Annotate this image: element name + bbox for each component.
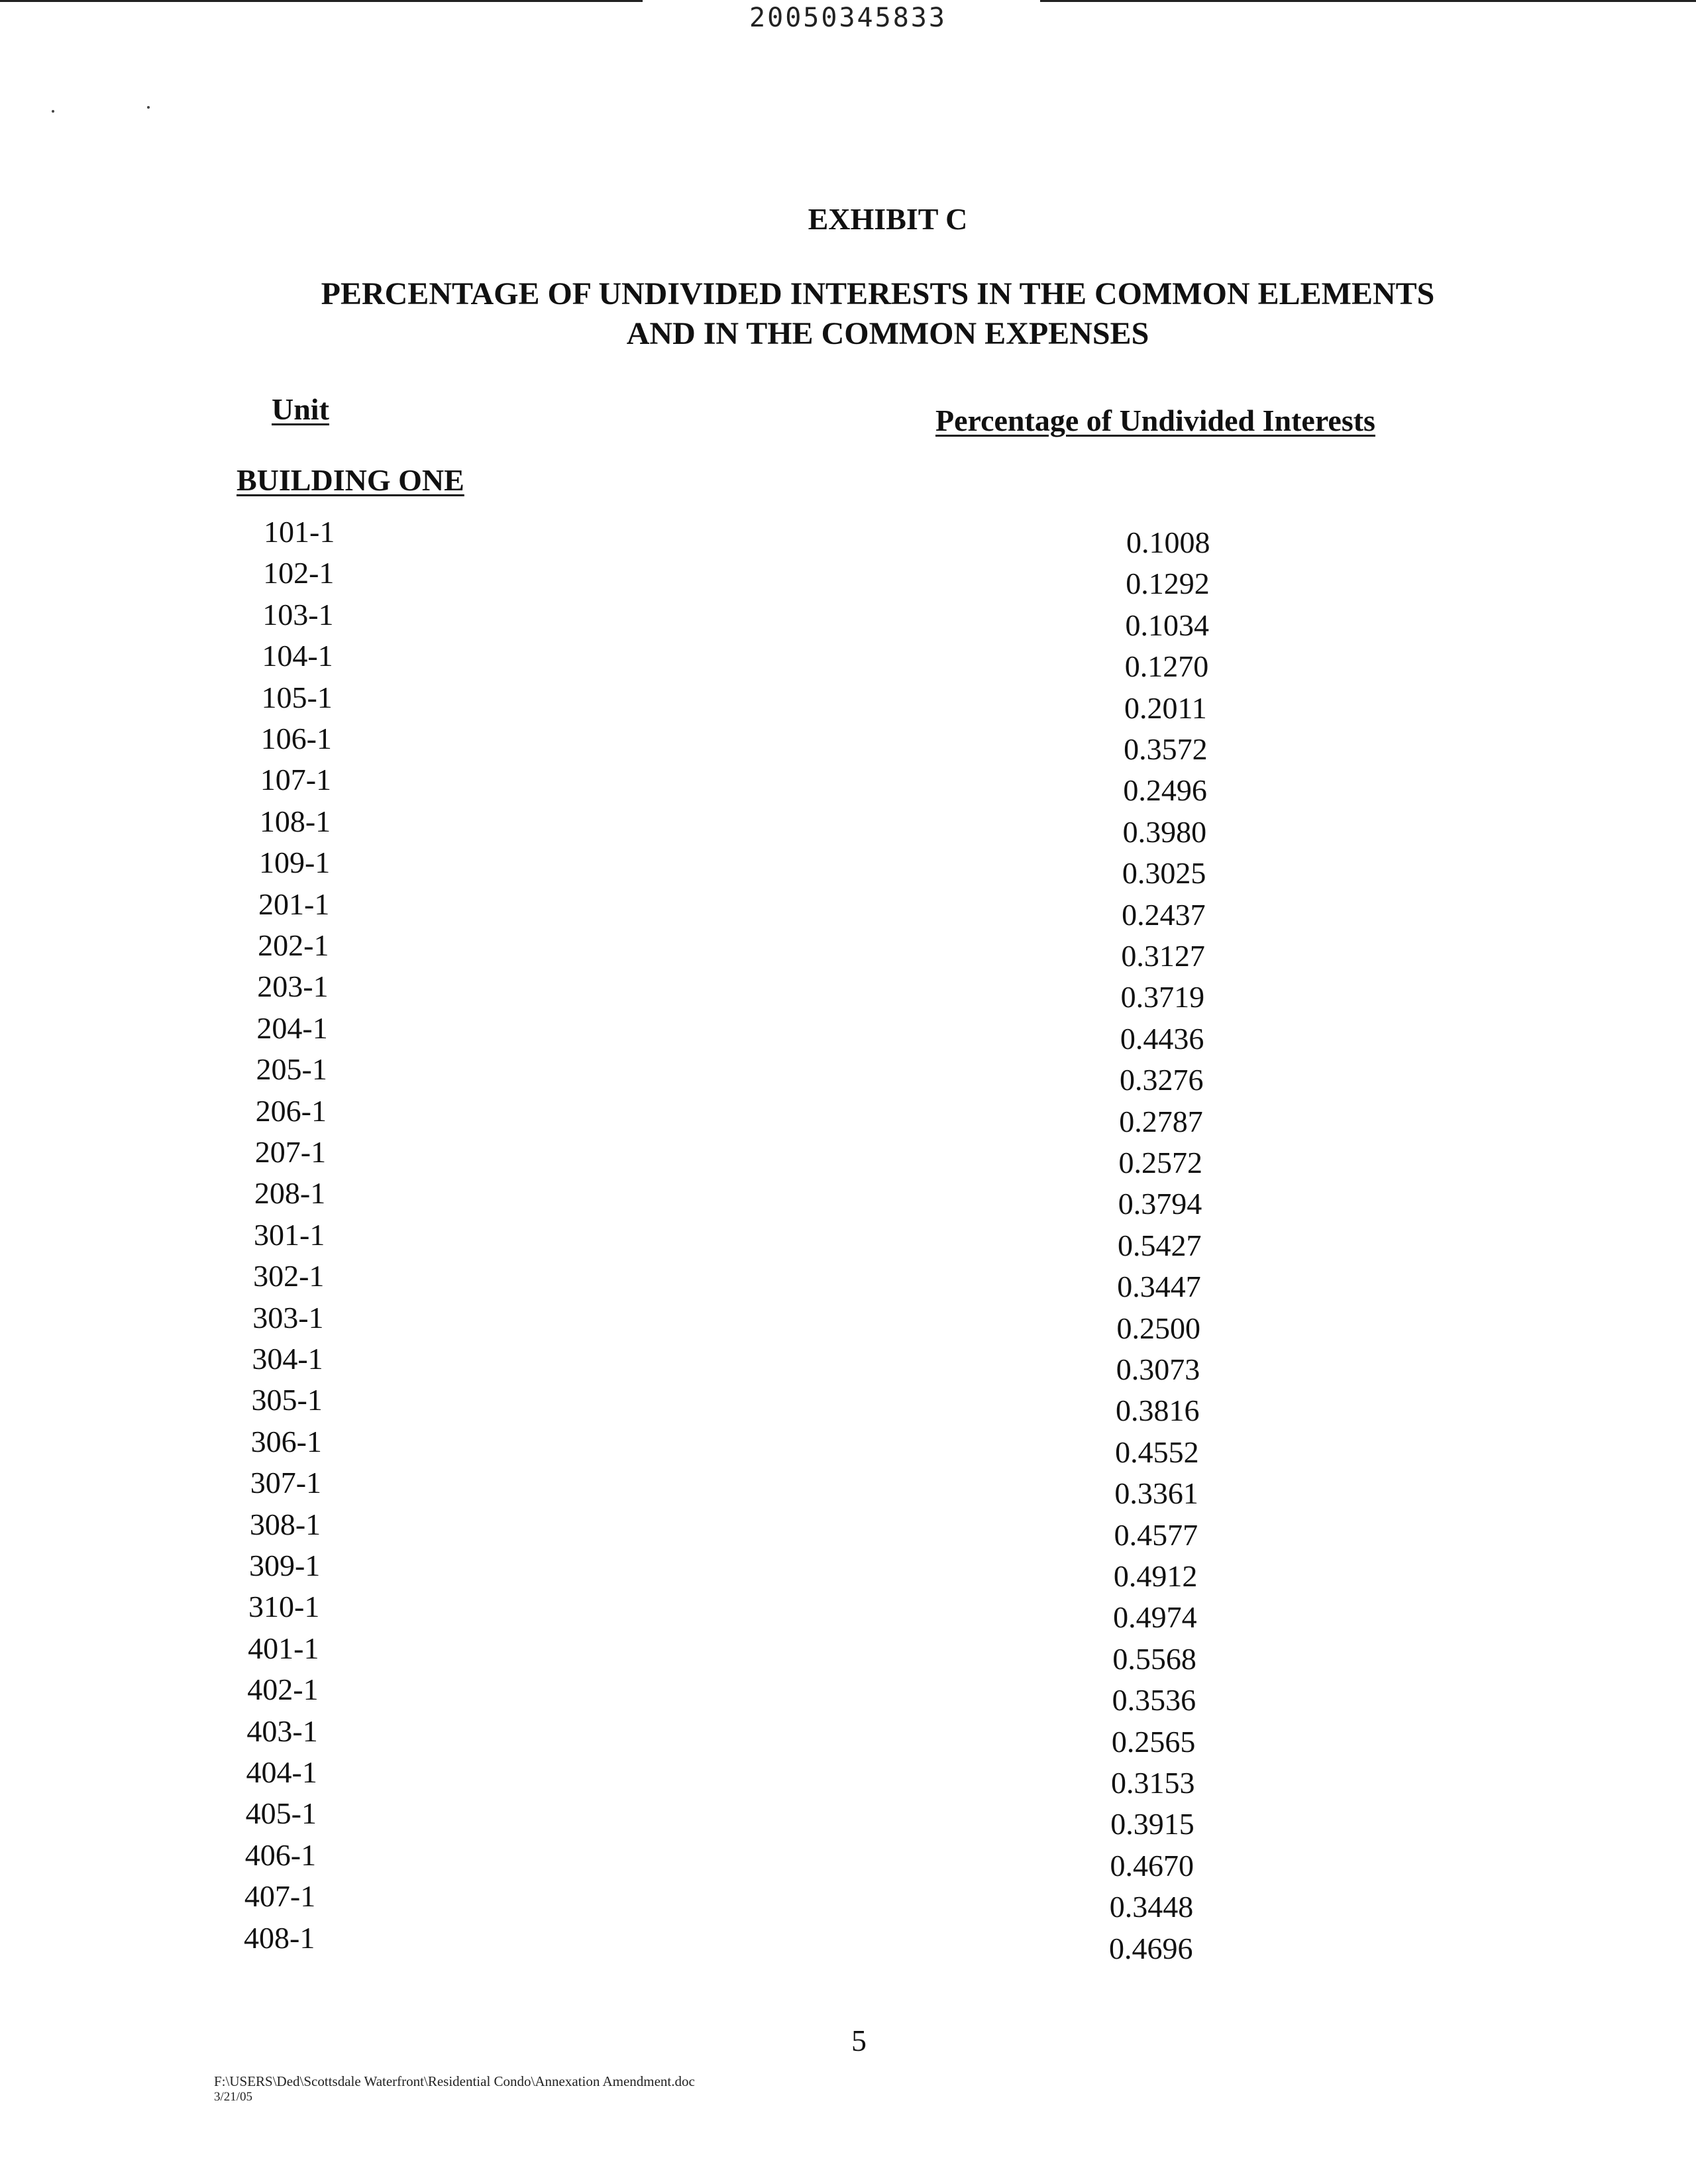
unit-cell: 201-1 (258, 887, 330, 921)
percentage-cell: 0.3719 (1120, 980, 1205, 1014)
unit-cell: 310-1 (248, 1590, 320, 1624)
percentage-cell: 0.4974 (1113, 1600, 1197, 1635)
percentage-cell: 0.2565 (1111, 1724, 1196, 1759)
unit-cell: 108-1 (259, 804, 331, 838)
unit-cell: 204-1 (256, 1010, 328, 1045)
unit-cell: 401-1 (248, 1631, 319, 1665)
percentage-cell: 0.3361 (1114, 1476, 1198, 1511)
percentage-cell: 0.1008 (1126, 525, 1210, 559)
unit-cell: 303-1 (252, 1300, 324, 1335)
percentage-cell: 0.3915 (1110, 1807, 1194, 1841)
percentage-cell: 0.3025 (1122, 856, 1206, 891)
footer-date: 3/21/05 (214, 2090, 253, 2104)
percentage-cell: 0.1292 (1126, 567, 1210, 601)
percentage-cell: 0.4552 (1115, 1435, 1199, 1469)
unit-cell: 205-1 (256, 1052, 327, 1087)
percentage-cell: 0.5568 (1112, 1641, 1196, 1676)
unit-cell: 403-1 (246, 1714, 318, 1748)
unit-cell: 206-1 (255, 1093, 327, 1128)
percentage-cell: 0.1270 (1124, 649, 1209, 684)
percentage-cell: 0.3447 (1117, 1270, 1201, 1304)
unit-cell: 207-1 (254, 1135, 327, 1169)
document-heading-line-2: AND IN THE COMMON EXPENSES (626, 316, 1149, 351)
percentage-cell: 0.3448 (1109, 1890, 1194, 1924)
unit-cell: 408-1 (244, 1920, 315, 1955)
percentage-cell: 0.3816 (1115, 1393, 1200, 1428)
unit-cell: 202-1 (258, 928, 329, 962)
percentage-cell: 0.2437 (1122, 897, 1206, 932)
unit-cell: 104-1 (262, 639, 333, 673)
unit-cell: 404-1 (246, 1755, 317, 1789)
percentage-cell: 0.2011 (1124, 690, 1207, 725)
percentage-cell: 0.2572 (1118, 1146, 1203, 1179)
percentage-cell: 0.1034 (1125, 608, 1209, 642)
percentage-cell: 0.3276 (1120, 1063, 1204, 1097)
percentage-cell: 0.3073 (1116, 1352, 1200, 1386)
unit-cell: 407-1 (244, 1879, 316, 1914)
unit-cell: 308-1 (249, 1507, 321, 1541)
unit-cell: 203-1 (257, 969, 329, 1004)
unit-cell: 306-1 (250, 1424, 322, 1458)
unit-cell: 307-1 (250, 1466, 322, 1500)
column-header-percentage: Percentage of Undivided Interests (935, 404, 1375, 437)
percentage-cell: 0.4436 (1120, 1021, 1204, 1056)
unit-cell: 305-1 (251, 1383, 323, 1417)
percentage-cell: 0.3127 (1121, 939, 1205, 973)
percentage-cell: 0.4912 (1113, 1559, 1198, 1593)
percentage-cell: 0.3794 (1118, 1187, 1202, 1221)
exhibit-title: EXHIBIT C (808, 202, 968, 236)
column-header-unit: Unit (272, 392, 329, 426)
document-heading-line-1: PERCENTAGE OF UNDIVIDED INTERESTS IN THE COMMON ELEMENTS (321, 276, 1435, 311)
unit-cell: 302-1 (253, 1259, 325, 1293)
unit-cell: 106-1 (260, 722, 332, 755)
percentage-cell: 0.2500 (1116, 1311, 1200, 1345)
percentage-cell: 0.5427 (1118, 1228, 1202, 1262)
unit-cell: 102-1 (263, 556, 335, 590)
percentage-cell: 0.3536 (1112, 1683, 1196, 1718)
percentage-cell: 0.3572 (1124, 732, 1208, 766)
unit-cell: 107-1 (260, 763, 332, 797)
unit-cell: 304-1 (252, 1342, 323, 1376)
recording-number: 20050345833 (749, 3, 947, 33)
page-number: 5 (851, 2024, 867, 2057)
unit-cell: 103-1 (262, 597, 334, 631)
section-heading-building-one: BUILDING ONE (237, 463, 464, 497)
percentage-cell: 0.3153 (1111, 1766, 1195, 1800)
percentage-cell: 0.4577 (1114, 1517, 1198, 1552)
percentage-cell: 0.4670 (1110, 1848, 1194, 1883)
unit-cell: 109-1 (258, 846, 331, 880)
unit-cell: 405-1 (245, 1796, 317, 1831)
percentage-cell: 0.4696 (1109, 1931, 1193, 1965)
unit-cell: 402-1 (247, 1672, 319, 1707)
unit-cell: 406-1 (244, 1837, 317, 1872)
unit-cell: 208-1 (254, 1176, 326, 1211)
unit-cell: 101-1 (264, 515, 335, 549)
unit-cell: 309-1 (248, 1549, 321, 1582)
unit-cell: 301-1 (254, 1217, 325, 1252)
percentage-cell: 0.2496 (1123, 773, 1207, 808)
footer-file-path: F:\USERS\Ded\Scottsdale Waterfront\Residential Condo\Annexation Amendment.doc (214, 2073, 695, 2089)
percentage-cell: 0.2787 (1119, 1104, 1203, 1138)
percentage-cell: 0.3980 (1122, 814, 1207, 849)
unit-cell: 105-1 (261, 680, 333, 714)
